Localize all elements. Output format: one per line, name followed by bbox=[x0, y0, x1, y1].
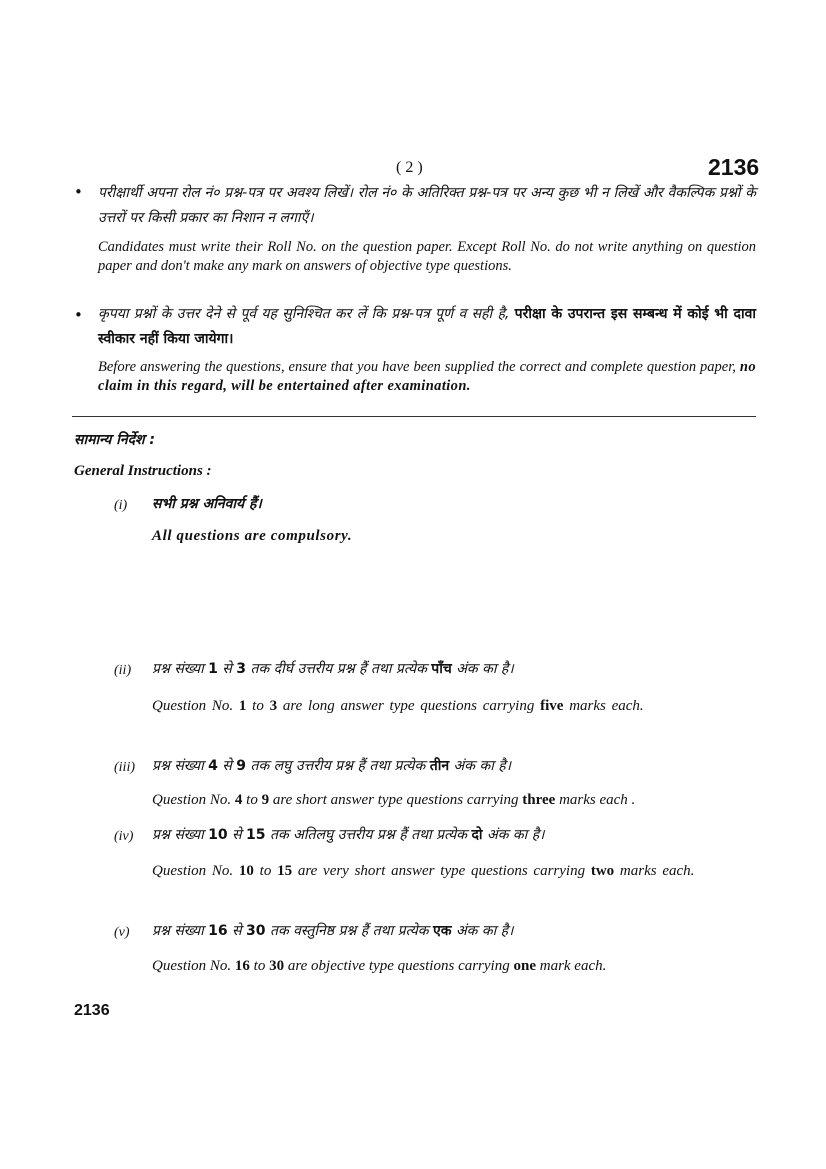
item-4-hindi: प्रश्न संख्या 10 से 15 तक अतिलघु उत्तरीय प्रश्न हैं तथा प्रत्येक दो अंक का है। bbox=[152, 827, 545, 843]
item-3-english: Question No. 4 to 9 are short answer type questions carrying three marks each . bbox=[152, 792, 636, 808]
note-2-hindi-bold: परीक्षा के उपरान्त इस सम्बन्ध में कोई भी दावा स्वीकार नहीं किया जायेगा। bbox=[98, 306, 756, 347]
note-2-english-bold: no claim in this regard, will be entertained after examination. bbox=[98, 359, 757, 394]
note-2-hindi bbox=[98, 302, 756, 352]
divider bbox=[72, 416, 756, 417]
page-number: ( 2 ) bbox=[396, 159, 423, 176]
item-number: (i) bbox=[114, 498, 128, 513]
paper-code-header: 2136 bbox=[708, 154, 760, 180]
item-4-english: Question No. 10 to 15 are very short answer type questions carrying two marks each. bbox=[152, 863, 695, 879]
note-2-english bbox=[98, 358, 756, 396]
bullet-icon: • bbox=[74, 183, 83, 201]
item-number: (ii) bbox=[114, 663, 132, 678]
note-1-english: Candidates must write their Roll No. on the question paper. Except Roll No. do not write anything on question paper and don't make any mark on answers of objective type questions. bbox=[98, 239, 756, 274]
item-5-hindi: प्रश्न संख्या 16 से 30 तक वस्तुनिष्ठ प्रश्न हैं तथा प्रत्येक एक अंक का है। bbox=[152, 923, 514, 939]
item-5-english: Question No. 16 to 30 are objective type questions carrying one mark each. bbox=[152, 958, 607, 974]
item-3-hindi: प्रश्न संख्या 4 से 9 तक लघु उत्तरीय प्रश्न हैं तथा प्रत्येक तीन अंक का है। bbox=[152, 758, 512, 774]
note-2-hindi-text: कृपया प्रश्नों के उत्तर देने से पूर्व यह सुनिश्चित कर लें कि प्रश्न-पत्र पूर्ण व सही है, bbox=[98, 306, 510, 322]
paper-code-footer: 2136 bbox=[74, 1002, 110, 1019]
item-number: (iii) bbox=[114, 760, 135, 775]
item-number: (iv) bbox=[114, 829, 134, 844]
bullet-icon: • bbox=[74, 306, 83, 324]
item-1-hindi: सभी प्रश्न अनिवार्य हैं। bbox=[152, 496, 262, 512]
general-instructions-heading: General Instructions : bbox=[74, 463, 212, 479]
hindi-heading: सामान्य निर्देश : bbox=[74, 432, 156, 448]
item-number: (v) bbox=[114, 925, 130, 940]
item-1-english: All questions are compulsory. bbox=[152, 528, 353, 544]
item-2-hindi: प्रश्न संख्या 1 से 3 तक दीर्घ उत्तरीय प्रश्न हैं तथा प्रत्येक पाँच अंक का है। bbox=[152, 661, 514, 677]
note-1-hindi: परीक्षार्थी अपना रोल नं० प्रश्न-पत्र पर अवश्य लिखें। रोल नं० के अतिरिक्त प्रश्न-पत्र पर अन्य कुछ भी न लिखें और वैकल्पिक प्रश्नों के उत्तरों पर किसी प्रकार का निशान न लगाएँ। bbox=[98, 185, 756, 226]
item-2-english: Question No. 1 to 3 are long answer type questions carrying five marks each. bbox=[152, 698, 644, 714]
note-2-english-text: Before answering the questions, ensure that you have been supplied the correct and complete question paper, bbox=[98, 359, 736, 375]
